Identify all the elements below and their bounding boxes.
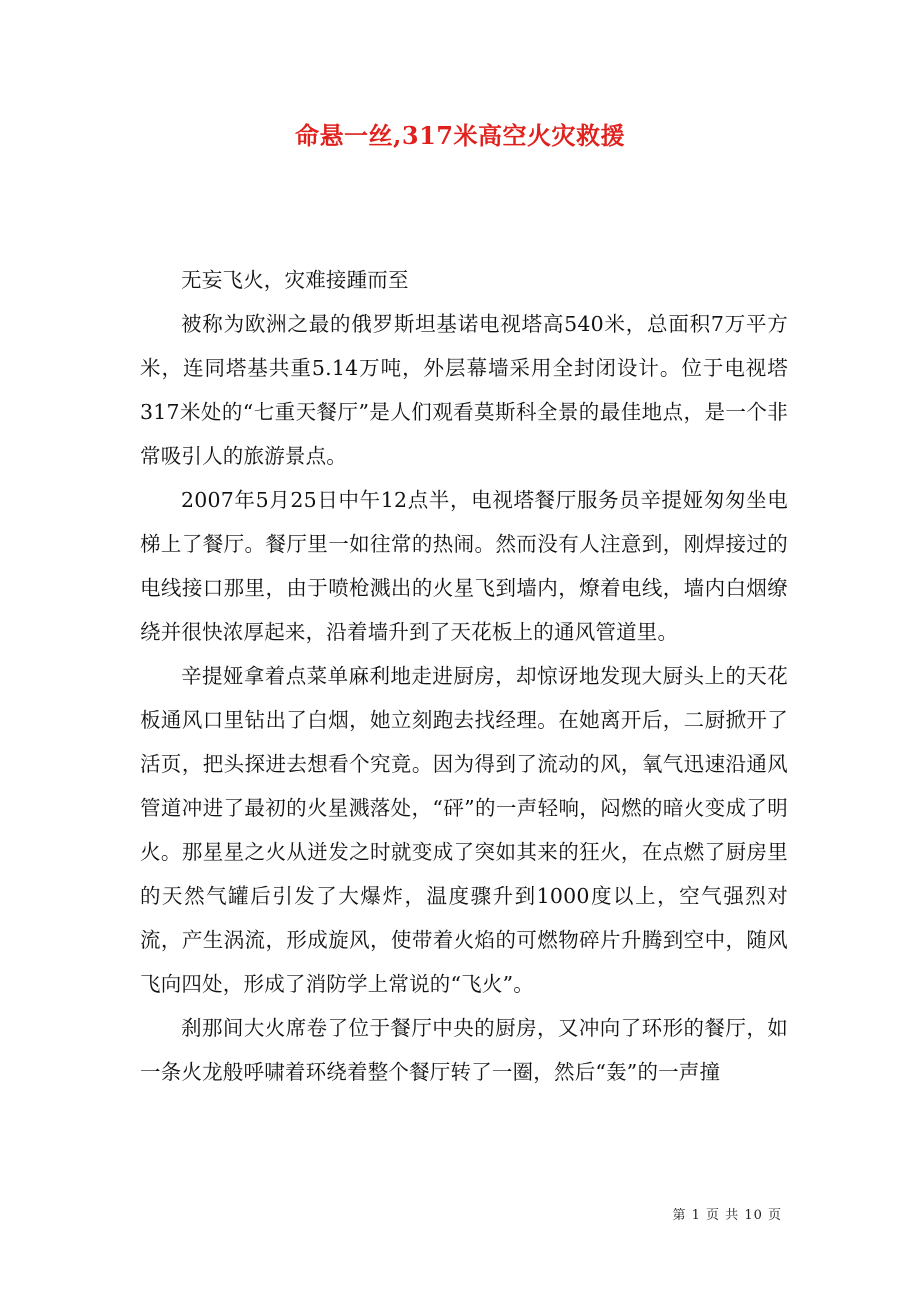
page-number-footer: 第 1 页 共 10 页 bbox=[672, 1208, 782, 1223]
paragraph: 2007年5月25日中午12点半，电视塔餐厅服务员辛提娅匆匆坐电梯上了餐厅。餐厅里一如往常的热闹。然而没有人注意到，刚焊接过的电线接口那里，由于喷枪溅出的火星飞到墙内，燎着电线，墙内白烟缭绕并很快浓厚起来，沿着墙升到了天花板上的通风管道里。 bbox=[140, 488, 788, 644]
paragraph: 被称为欧洲之最的俄罗斯坦基诺电视塔高540米，总面积7万平方米，连同塔基共重5.14万吨，外层幕墙采用全封闭设计。位于电视塔317米处的“七重天餐厅”是人们观看莫斯科全景的最佳地点，是一个非常吸引人的旅游景点。 bbox=[140, 312, 788, 468]
document-body bbox=[140, 258, 788, 1094]
paragraph: 刹那间大火席卷了位于餐厅中央的厨房，又冲向了环形的餐厅，如一条火龙般呼啸着环绕着整个餐厅转了一圈，然后“轰”的一声撞 bbox=[140, 1016, 788, 1084]
paragraph-subheading: 无妄飞火，灾难接踵而至 bbox=[181, 268, 409, 292]
document-title: 命悬一丝,317米高空火灾救援 bbox=[295, 121, 625, 150]
paragraph: 辛提娅拿着点菜单麻利地走进厨房，却惊讶地发现大厨头上的天花板通风口里钻出了白烟，她立刻跑去找经理。在她离开后，二厨掀开了活页，把头探进去想看个究竟。因为得到了流动的风，氧气迅速沿通风管道冲进了最初的火星溅落处，“砰”的一声轻响，闷燃的暗火变成了明火。那星星之火从迸发之时就变成了突如其来的狂火，在点燃了厨房里的天然气罐后引发了大爆炸，温度骤升到1000度以上，空气强烈对流，产生涡流，形成旋风，使带着火焰的可燃物碎片升腾到空中，随风飞向四处，形成了消防学上常说的“飞火”。 bbox=[140, 664, 788, 996]
